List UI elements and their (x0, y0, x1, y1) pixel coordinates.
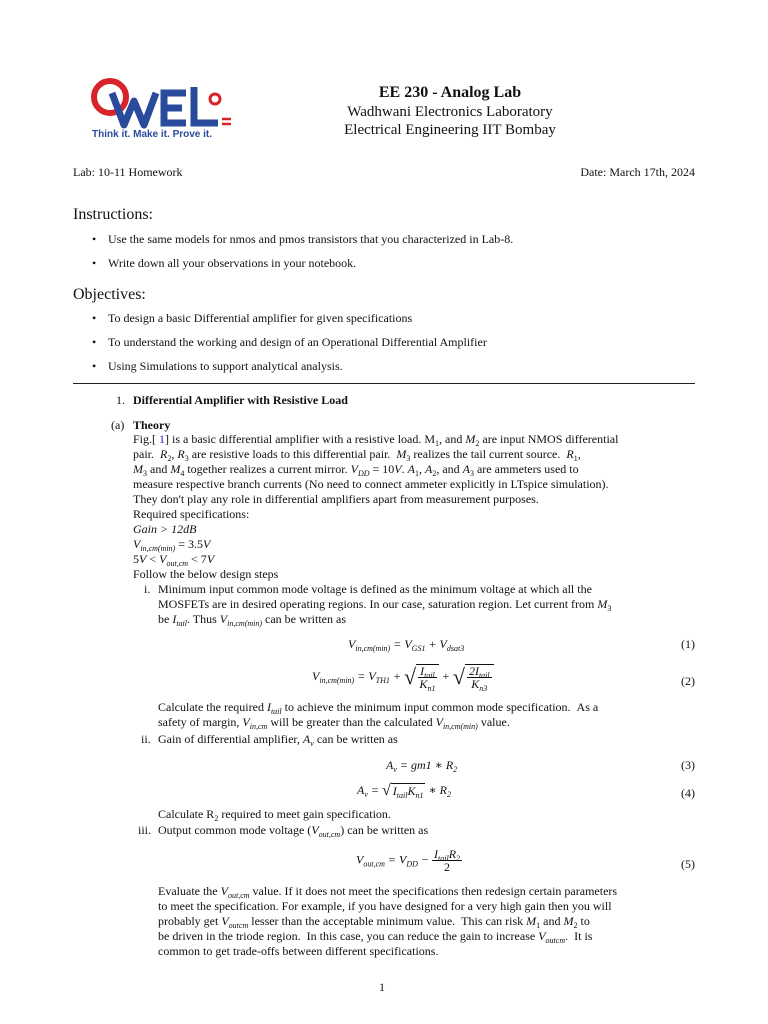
equation-1: $V_{in,cm(min)} = V_{GS1} + V_{dsat3}$ (348, 637, 465, 653)
theory-line: Follow the below design steps (133, 567, 279, 581)
equation-number: (3) (681, 758, 695, 772)
list-item: • Using Simulations to support analytical analysis. (90, 359, 487, 374)
theory-line: measure respective branch currents (No need to connect ammeter explicitly in LTspice simulation). (133, 477, 609, 491)
list-item: • To understand the working and design of an Operational Differential Amplifier (90, 335, 487, 350)
equation-3: $A_v = gm1$ ∗ $R_2$ (386, 758, 458, 774)
subsection-title: Theory (133, 418, 171, 432)
step-i-text: Minimum input common mode voltage is defined as the minimum voltage at which all the MOSFETs are in desired operating regions. In our case, saturation region. Let current from $M_3$ be $I_{tail}$. Thus $V_{in,cm(min)}$ can be written as (158, 582, 612, 628)
lab-name: Wadhwani Electronics Laboratory (347, 104, 553, 120)
step-iii-paragraph: Evaluate the $V_{out,cm}$ value. If it does not meet the specifications then redesign certain parameters to meet the specification. For example, if you have designed for a very high gain then you will probably get $V_{outcm}$ lesser than the acceptable minimum value. This can risk $M_1$ and $M_2$ to be driven in the triode region. In this case, you can reduce the gain to increase $V_{outcm}$. It is common to get trade-offs between different specifications. (158, 884, 618, 958)
step-i-calc: Calculate the required $I_{tail}$ to achieve the minimum input common mode specification. As a safety of margin, $V_{in,cm}$ will be greater than the calculated $V_{in,cm(min)}$ value. (158, 700, 599, 731)
theory-line: Fig.[ 1] is a basic differential amplifier with a resistive load. $M_1$, and $M_2$ are input NMOS differential (133, 432, 619, 448)
step-label: ii. (141, 732, 151, 746)
page-number: 1 (379, 980, 385, 994)
section-number: 1. (116, 393, 125, 407)
subsection-label: (a) (111, 418, 125, 432)
step-ii-text: Gain of differential amplifier, $A_v$ can be written as (158, 732, 398, 748)
equation-number: (1) (681, 637, 695, 651)
theory-paragraph (133, 432, 695, 582)
instructions-list (90, 232, 513, 280)
theory-line: They don't play any role in differential amplifiers apart from measurement purposes. (133, 492, 539, 506)
equation-number: (5) (681, 857, 695, 871)
date-label: Date: March 17th, 2024 (580, 165, 695, 179)
step-ii-calc: Calculate $R_2$ required to meet gain specification. (158, 807, 391, 823)
equation-5: $V_{out,cm} = V_{DD}$ − $\frac{I_{tail}R_2}{2}$ (356, 847, 461, 874)
list-item: • Use the same models for nmos and pmos transistors that you characterized in Lab-8. (90, 232, 513, 247)
equation-number: (4) (681, 786, 695, 800)
lab-label: Lab: 10-11 Homework (73, 165, 183, 179)
step-label: iii. (138, 823, 152, 837)
spec-vin: $V_{in,cm(min)} = 3.5V$ (133, 537, 211, 553)
objectives-heading: Objectives: (73, 286, 146, 303)
equation-2: $V_{in,cm(min)} = V_{TH1}$ + √ $\frac{I_{tail}}{K_{n1}}$ + √ $\frac{2I_{tail}}{K_{n3}}$ (312, 664, 494, 690)
objectives-list (90, 311, 487, 383)
divider (73, 383, 695, 384)
theory-line: pair. $R_2$, $R_3$ are resistive loads to this differential pair. $M_3$ realizes the tail current source. $R_1$, (133, 447, 581, 463)
equation-number: (2) (681, 674, 695, 688)
instructions-heading: Instructions: (73, 206, 153, 223)
course-title: EE 230 - Analog Lab (378, 84, 522, 101)
section-title: Differential Amplifier with Resistive Load (133, 393, 348, 407)
list-item: • To design a basic Differential amplifier for given specifications (90, 311, 487, 326)
equation-4: $A_v$ = √ $I_{tail}K_{n1}$ ∗ $R_2$ (357, 782, 451, 800)
step-label: i. (144, 582, 151, 596)
theory-line: $M_3$ and $M_4$ together realizes a current mirror. $V_{DD} = 10V$. $A_1$, $A_2$, and $A_3$ are ammeters used to (133, 462, 579, 478)
theory-line: Required specifications: (133, 507, 250, 521)
logo-tagline: Think it. Make it. Prove it. (92, 129, 213, 140)
spec-gain: Gain > 12dB (133, 522, 197, 536)
logo (90, 75, 235, 145)
spec-vout: $5V < V_{out,cm} < 7V$ (133, 552, 215, 568)
list-item: • Write down all your observations in your notebook. (90, 256, 513, 271)
step-iii-text: Output common mode voltage $(V_{out,cm})$ can be written as (158, 823, 429, 839)
department: Electrical Engineering IIT Bombay (344, 122, 556, 138)
